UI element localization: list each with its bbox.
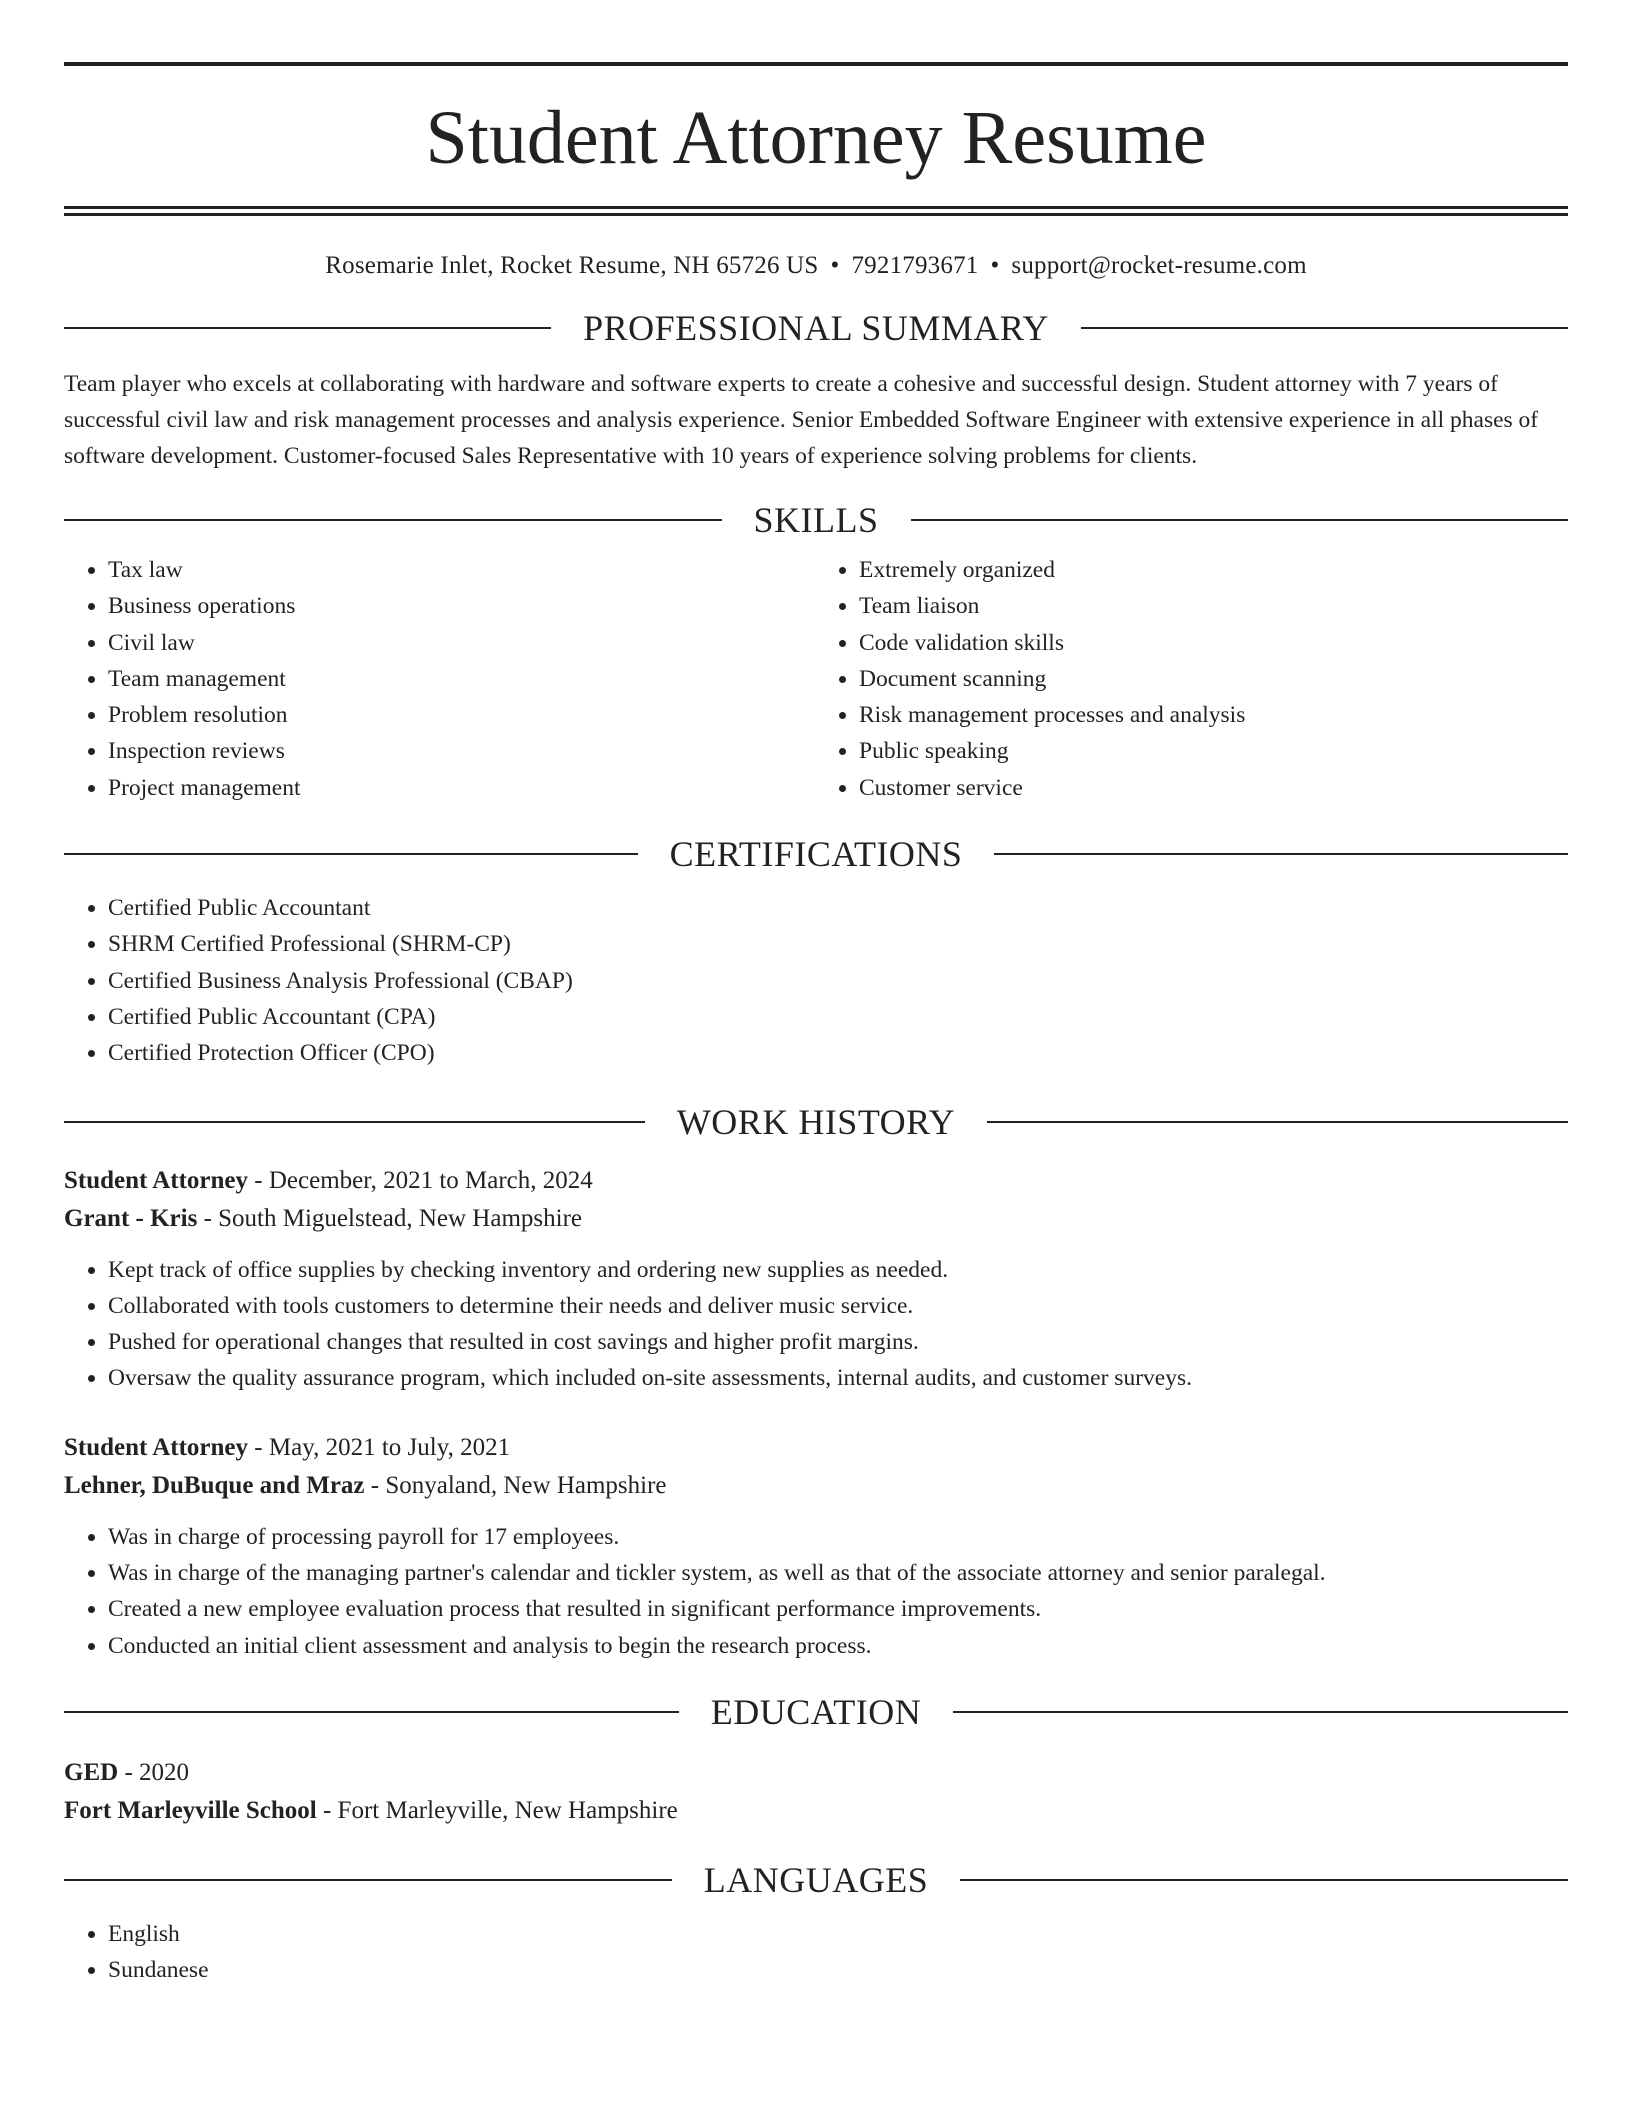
job-location: - South Miguelstead, New Hampshire — [197, 1204, 582, 1232]
education-year: - 2020 — [118, 1758, 190, 1786]
heading-rule — [994, 853, 1568, 855]
job-bullet: • Was in charge of processing payroll for 17 employees. — [108, 1519, 1568, 1555]
certification-item: • Certified Public Accountant — [108, 890, 1568, 926]
job-title-line — [64, 1162, 1568, 1200]
skill-item: • Inspection reviews — [108, 733, 817, 769]
skill-item: • Team liaison — [859, 588, 1568, 624]
job-company: Lehner, DuBuque and Mraz — [64, 1471, 365, 1499]
job-entry — [64, 1429, 1568, 1664]
page-title: Student Attorney Resume — [425, 96, 1207, 180]
skill-item: • Risk management processes and analysis — [859, 697, 1568, 733]
job-dates: - May, 2021 to July, 2021 — [248, 1433, 511, 1461]
job-bullet: • Was in charge of the managing partner's calendar and tickler system, as well as that of the associate attorney and senior paralegal. — [108, 1555, 1568, 1591]
skills-grid — [64, 538, 1568, 806]
education-heading — [64, 1691, 1568, 1732]
skills-heading — [64, 502, 1568, 538]
languages-heading-label: LANGUAGES — [703, 1859, 929, 1900]
contact-line — [64, 252, 1568, 280]
summary-heading — [64, 310, 1568, 346]
heading-rule — [1081, 327, 1568, 329]
job-role: Student Attorney — [64, 1433, 249, 1461]
job-bullet: • Collaborated with tools customers to determine their needs and deliver music service. — [108, 1288, 1568, 1324]
skill-item: • Civil law — [108, 625, 817, 661]
skill-item: • Tax law — [108, 552, 817, 588]
heading-rule — [64, 853, 638, 855]
skills-list-left — [64, 552, 817, 806]
job-bullets — [64, 1519, 1568, 1664]
contact-separator: • — [990, 252, 1000, 279]
skills-heading-label: SKILLS — [753, 500, 879, 540]
job-company: Grant - Kris — [64, 1204, 198, 1232]
title-double-rule — [64, 206, 1568, 216]
certification-item: • Certified Business Analysis Professional (CBAP) — [108, 963, 1568, 999]
job-entry — [64, 1162, 1568, 1397]
job-company-line — [64, 1200, 1568, 1238]
skill-item: • Document scanning — [859, 661, 1568, 697]
language-item: • English — [108, 1916, 1568, 1952]
contact-email: support@rocket-resume.com — [1011, 252, 1307, 279]
job-bullet: • Oversaw the quality assurance program, which included on-site assessments, internal audits, and customer surveys. — [108, 1360, 1568, 1396]
languages-list — [64, 1916, 1568, 1989]
heading-rule — [987, 1121, 1568, 1123]
job-bullet: • Created a new employee evaluation process that resulted in significant performance improvements. — [108, 1591, 1568, 1627]
work-heading — [64, 1101, 1568, 1142]
job-role: Student Attorney — [64, 1166, 249, 1194]
heading-rule — [64, 1879, 672, 1881]
heading-rule — [64, 327, 551, 329]
certifications-heading — [64, 834, 1568, 875]
certification-item: • Certified Public Accountant (CPA) — [108, 999, 1568, 1035]
language-item: • Sundanese — [108, 1952, 1568, 1988]
skill-item: • Code validation skills — [859, 625, 1568, 661]
skill-item: • Customer service — [859, 770, 1568, 806]
education-heading-label: EDUCATION — [710, 1691, 922, 1732]
certifications-list — [64, 890, 1568, 1071]
job-location: - Sonyaland, New Hampshire — [364, 1471, 667, 1499]
heading-rule — [64, 1121, 645, 1123]
certifications-heading-label: CERTIFICATIONS — [669, 834, 963, 875]
skill-item: • Business operations — [108, 588, 817, 624]
skill-item: • Project management — [108, 770, 817, 806]
education-degree: GED — [64, 1758, 119, 1786]
skill-item: • Public speaking — [859, 733, 1568, 769]
job-bullet: • Pushed for operational changes that resulted in cost savings and higher profit margins. — [108, 1324, 1568, 1360]
certification-item: • SHRM Certified Professional (SHRM-CP) — [108, 926, 1568, 962]
job-bullets — [64, 1252, 1568, 1397]
languages-heading — [64, 1859, 1568, 1900]
heading-rule — [953, 1711, 1568, 1713]
skill-item: • Extremely organized — [859, 552, 1568, 588]
education-location: - Fort Marleyville, New Hampshire — [316, 1796, 678, 1824]
summary-heading-label: PROFESSIONAL SUMMARY — [583, 308, 1049, 348]
education-school-line — [64, 1792, 1568, 1830]
job-company-line — [64, 1467, 1568, 1505]
skill-item: • Problem resolution — [108, 697, 817, 733]
contact-separator: • — [830, 252, 840, 279]
heading-rule — [64, 519, 722, 521]
heading-rule — [960, 1879, 1568, 1881]
skill-item: • Team management — [108, 661, 817, 697]
skills-list-right — [815, 552, 1568, 806]
summary-text: Team player who excels at collaborating with hardware and software experts to create a cohesive and successful design. Student attorney with 7 years of successful civil law and risk management processes and analysis experience. Senior Embedded Software Engineer with extensive experience in all phases of software development. Customer-focused Sales Representative with 10 years of experience solving problems for clients. — [64, 371, 1539, 469]
work-heading-label: WORK HISTORY — [676, 1101, 956, 1142]
heading-rule — [64, 1711, 679, 1713]
contact-address: Rosemarie Inlet, Rocket Resume, NH 65726 US — [325, 252, 819, 279]
top-rule — [64, 62, 1568, 66]
heading-rule — [911, 519, 1569, 521]
job-bullet: • Kept track of office supplies by checking inventory and ordering new supplies as needed. — [108, 1252, 1568, 1288]
education-entry — [64, 1754, 1568, 1830]
contact-phone: 7921793671 — [851, 252, 979, 279]
certification-item: • Certified Protection Officer (CPO) — [108, 1035, 1568, 1071]
job-title-line — [64, 1429, 1568, 1467]
education-school: Fort Marleyville School — [64, 1796, 317, 1824]
job-bullet: • Conducted an initial client assessment and analysis to begin the research process. — [108, 1628, 1568, 1664]
job-dates: - December, 2021 to March, 2024 — [248, 1166, 593, 1194]
education-degree-line — [64, 1754, 1568, 1792]
